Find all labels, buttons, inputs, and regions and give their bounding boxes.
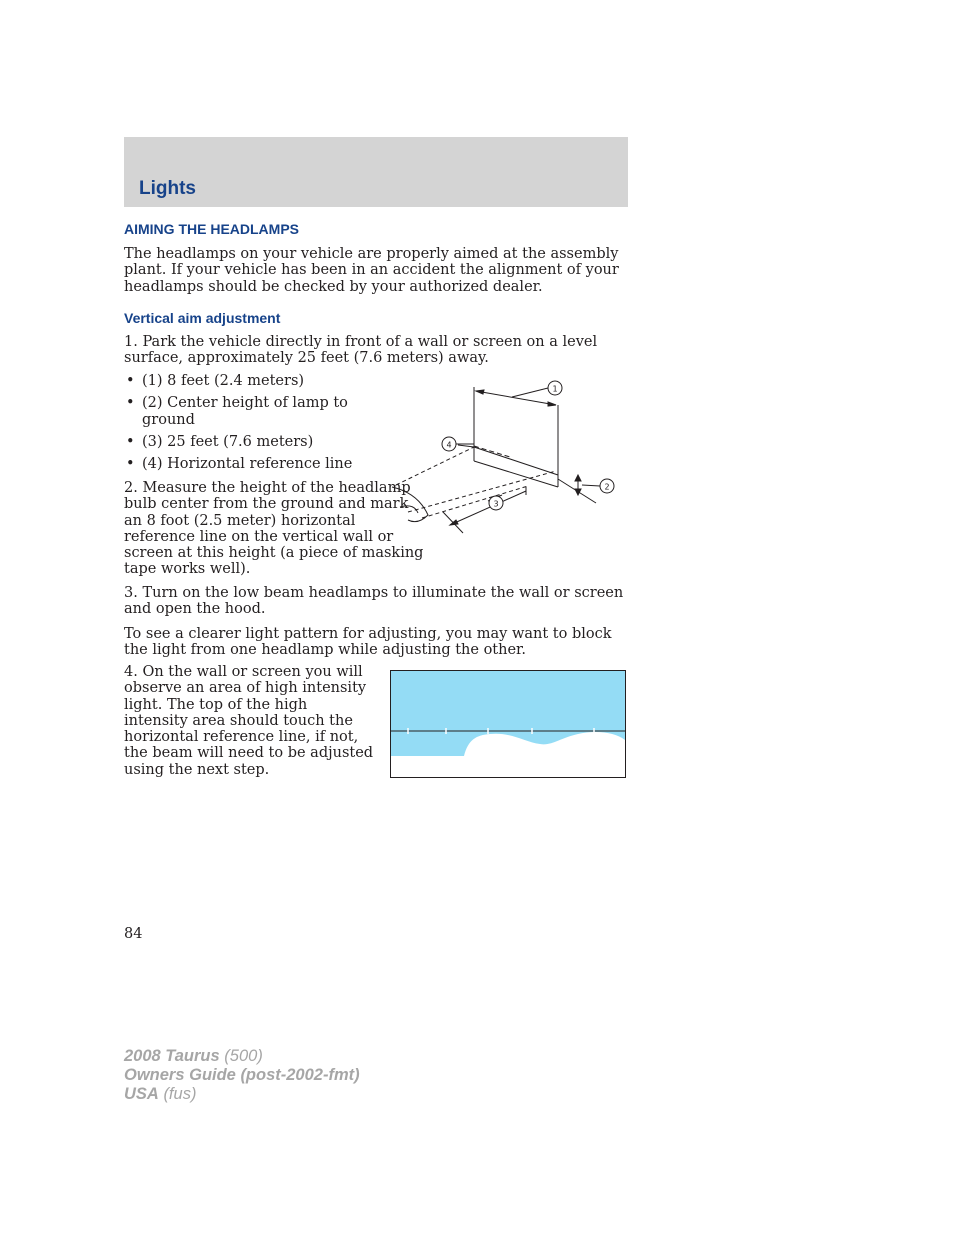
- callout-2: [582, 479, 614, 493]
- heading-aiming-headlamps: AIMING THE HEADLAMPS: [124, 221, 299, 237]
- svg-text:4: 4: [446, 440, 452, 450]
- note-paragraph: To see a clearer light pattern for adjusting, you may want to block the light from one headlamp while adjusting the other.: [124, 626, 612, 659]
- subheading-vertical-aim: Vertical aim adjustment: [124, 310, 281, 326]
- footer-model-code: (500): [224, 1047, 263, 1065]
- dimension-3-line: [450, 491, 526, 525]
- headlamp-aiming-diagram: [388, 375, 623, 540]
- step-2-text: 2. Measure the height of the headlamp bulb center from the ground and mark an 8 foot (2.5 meter) horizontal reference line on the vertical wall or screen at this height (a piece of masking tape works well).: [124, 480, 424, 578]
- page-number: 84: [124, 926, 143, 942]
- list-item: • (2) Center height of lamp to ground: [124, 395, 364, 428]
- vehicle-outline: [392, 487, 428, 522]
- svg-text:1: 1: [552, 384, 558, 394]
- svg-text:3: 3: [493, 499, 499, 509]
- light-pattern-diagram: [390, 670, 626, 778]
- callout-4: [442, 437, 474, 451]
- measurement-legend-list: [124, 373, 364, 478]
- beam-line-lower: [408, 471, 556, 512]
- intro-paragraph: The headlamps on your vehicle are properly aimed at the assembly plant. If your vehicle has been in an accident the alignment of your headlamps should be checked by your authorized dealer.: [124, 246, 619, 295]
- section-header-band: [124, 137, 628, 207]
- dimension-1-line: [476, 391, 556, 405]
- footer-region: USA: [124, 1085, 159, 1103]
- document-footer: [124, 1047, 360, 1104]
- footer-guide: Owners Guide (post-2002-fmt): [124, 1066, 360, 1084]
- step-3-text: 3. Turn on the low beam headlamps to illuminate the wall or screen and open the hood.: [124, 585, 624, 618]
- step-4-text: 4. On the wall or screen you will observe an area of high intensity light. The top of the high intensity area should touch the horizontal reference line, if not, the beam will need to be adjusted using the next step.: [124, 664, 374, 778]
- callout-1: [512, 381, 562, 397]
- list-item: • (4) Horizontal reference line: [124, 456, 364, 472]
- beam-line-upper: [396, 447, 474, 485]
- list-item: • (1) 8 feet (2.4 meters): [124, 373, 364, 389]
- footer-model: 2008 Taurus: [124, 1047, 220, 1065]
- list-item: • (3) 25 feet (7.6 meters): [124, 434, 364, 450]
- svg-text:2: 2: [604, 482, 610, 492]
- step-1-text: 1. Park the vehicle directly in front of a wall or screen on a level surface, approximately 25 feet (7.6 meters) away.: [124, 334, 598, 367]
- section-title: Lights: [139, 178, 196, 199]
- wall-floor-line: [474, 447, 558, 475]
- footer-region-code: (fus): [163, 1085, 197, 1103]
